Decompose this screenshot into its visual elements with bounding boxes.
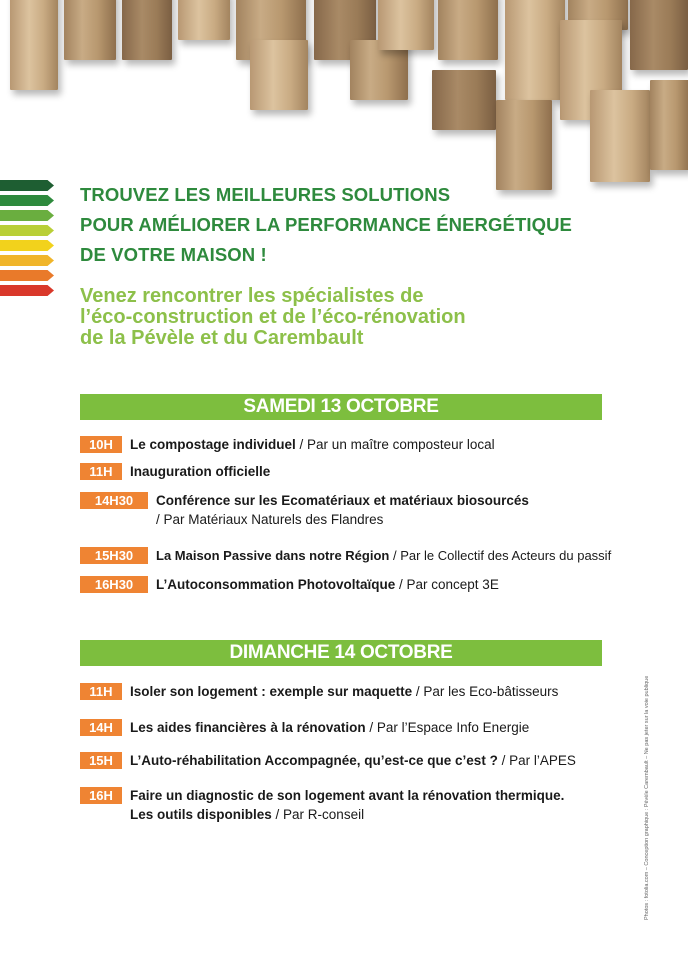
event-item: 11H Isoler son logement : exemple sur maquette / Par les Eco-bâtisseurs	[80, 683, 558, 701]
saturday-banner: SAMEDI 13 OCTOBRE	[80, 394, 602, 420]
event-title: La Maison Passive dans notre Région	[156, 548, 390, 563]
headline-line: DE VOTRE MAISON !	[80, 244, 267, 265]
energy-scale	[0, 180, 56, 300]
energy-bar	[0, 210, 54, 221]
event-item: 15H30 La Maison Passive dans notre Région / Par le Collectif des Acteurs du passif	[80, 547, 611, 565]
event-item: 15H L’Auto-réhabilitation Accompagnée, qu’est-ce que c’est ? / Par l’APES	[80, 752, 576, 770]
time-badge: 11H	[80, 463, 122, 480]
time-badge: 15H	[80, 752, 122, 769]
event-speaker: Par l’APES	[509, 753, 576, 768]
event-speaker: Par R-conseil	[283, 807, 365, 822]
energy-bar	[0, 270, 54, 281]
time-badge: 16H	[80, 787, 122, 804]
event-title: Inauguration officielle	[130, 464, 271, 479]
time-badge: 14H	[80, 719, 122, 736]
time-badge: 16H30	[80, 576, 148, 593]
event-title: L’Auto-réhabilitation Accompagnée, qu’est-ce que c’est ?	[130, 753, 498, 768]
energy-bar	[0, 255, 54, 266]
headline	[80, 180, 572, 270]
headline-line: POUR AMÉLIORER LA PERFORMANCE ÉNERGÉTIQUE	[80, 214, 572, 235]
energy-bar	[0, 285, 54, 296]
subheadline-line: de la Pévèle et du Carembault	[80, 327, 364, 349]
event-title: Le compostage individuel	[130, 437, 296, 452]
event-item: 16H Faire un diagnostic de son logement avant la rénovation thermique. Les outils disponibles / Par R-conseil	[80, 787, 564, 824]
time-badge: 14H30	[80, 492, 148, 509]
event-item: 14H Les aides financières à la rénovation / Par l’Espace Info Energie	[80, 719, 529, 737]
event-speaker: Par l’Espace Info Energie	[376, 720, 530, 735]
event-item: 10H Le compostage individuel / Par un maître composteur local	[80, 436, 495, 454]
energy-bar	[0, 240, 54, 251]
event-item: 16H30 L’Autoconsommation Photovoltaïque / Par concept 3E	[80, 576, 499, 594]
event-item: 14H30 Conférence sur les Ecomatériaux et matériaux biosourcés / Par Matériaux Naturels des Flandres	[80, 492, 529, 529]
event-title: Faire un diagnostic de son logement avant la rénovation thermique.	[130, 788, 565, 803]
subheadline-line: Venez rencontrer les spécialistes de	[80, 285, 424, 307]
sunday-banner: DIMANCHE 14 OCTOBRE	[80, 640, 602, 666]
energy-bar	[0, 225, 54, 236]
event-title: Isoler son logement : exemple sur maquette	[130, 684, 413, 699]
time-badge: 10H	[80, 436, 122, 453]
event-title: Les aides financières à la rénovation	[130, 720, 366, 735]
event-speaker: Par Matériaux Naturels des Flandres	[163, 512, 384, 527]
time-badge: 15H30	[80, 547, 148, 564]
time-badge: 11H	[80, 683, 122, 700]
subheadline	[80, 286, 466, 349]
event-title: Conférence sur les Ecomatériaux et matériaux biosourcés	[156, 493, 529, 508]
event-title: L’Autoconsommation Photovoltaïque	[156, 577, 396, 592]
energy-bar	[0, 195, 54, 206]
event-title-line2: Les outils disponibles	[130, 807, 272, 822]
event-speaker: Par concept 3E	[406, 577, 499, 592]
event-item	[80, 463, 270, 481]
headline-line: TROUVEZ LES MEILLEURES SOLUTIONS	[80, 184, 451, 205]
event-speaker: Par le Collectif des Acteurs du passif	[400, 548, 612, 563]
photo-credit: Photos : fotolia.com – Conception graphique : Pévèle Carembault – Ne pas jeter sur la voie publique	[644, 675, 650, 920]
subheadline-line: l’éco-construction et de l’éco-rénovation	[80, 306, 466, 328]
event-speaker: Par les Eco-bâtisseurs	[423, 684, 559, 699]
energy-bar	[0, 180, 54, 191]
event-speaker: Par un maître composteur local	[307, 437, 495, 452]
wood-planks-image	[0, 0, 688, 200]
